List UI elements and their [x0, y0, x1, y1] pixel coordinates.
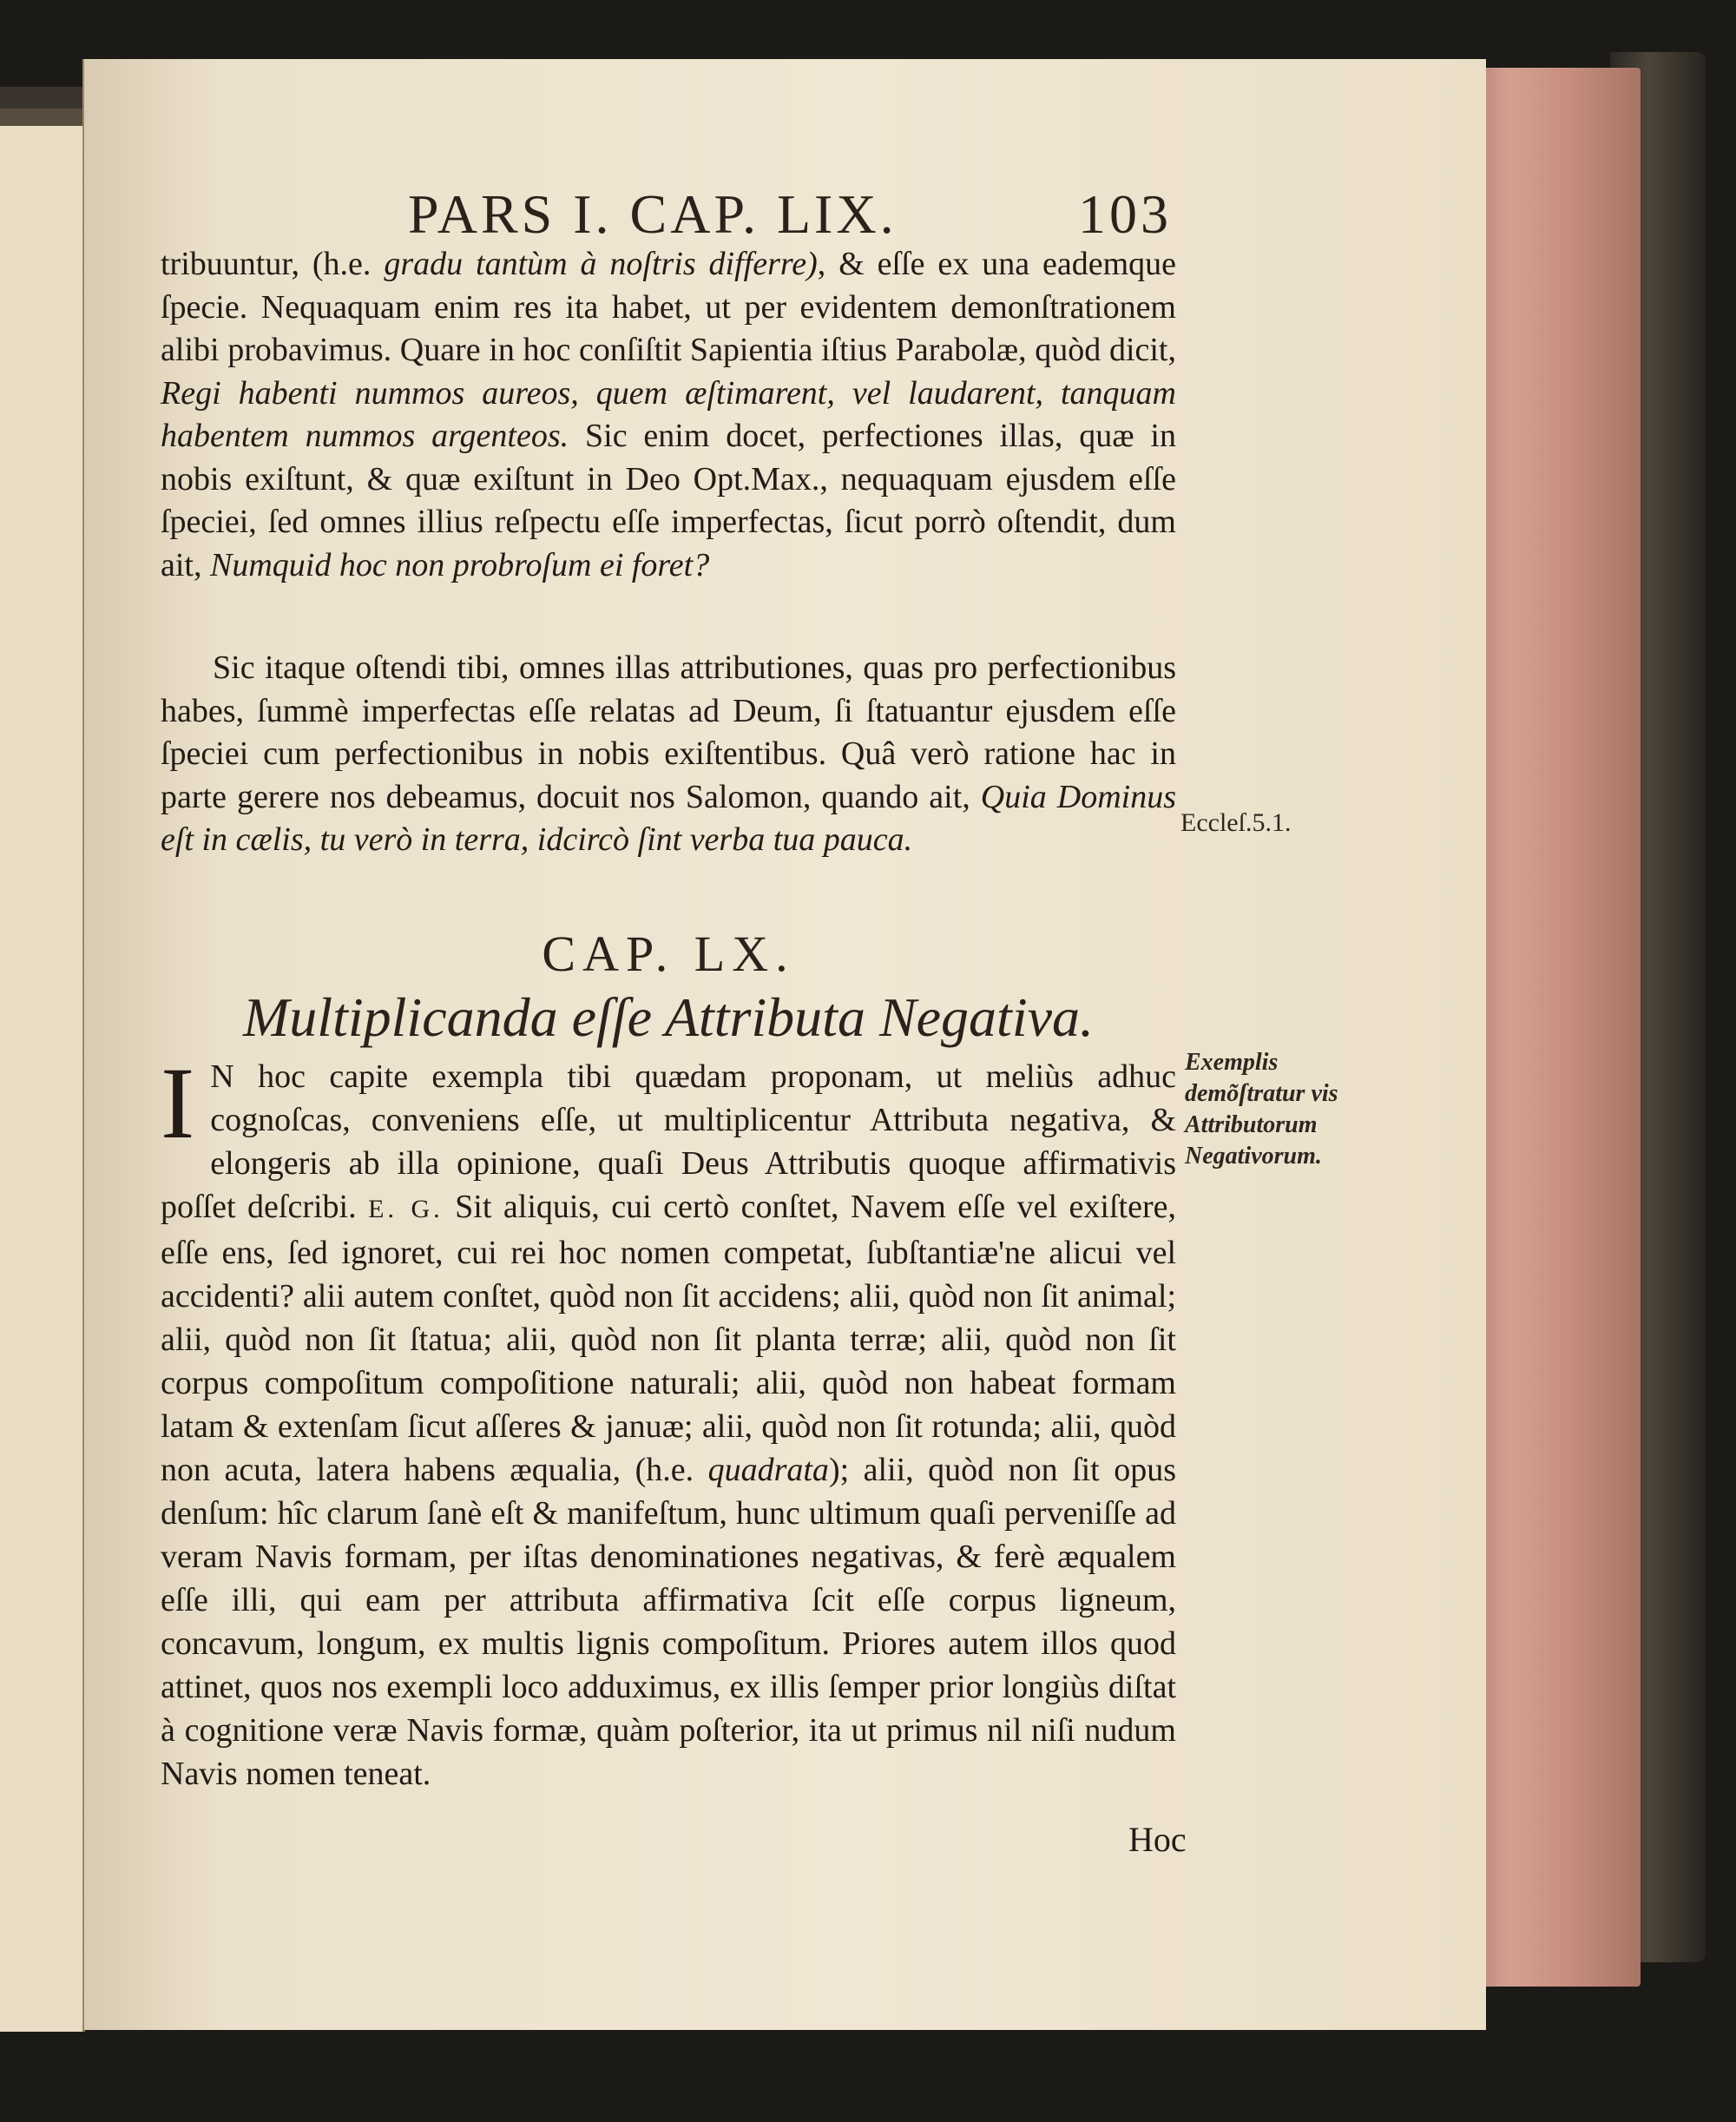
paragraph: [161, 647, 1176, 862]
text-run: Sic itaque oſtendi tibi, omnes illas attributiones, quas pro perfectionibus habes, ſummè imperfectas eſſe relatas ad Deum, ſi ſtatuantur ejusdem eſſe ſpeciei cum perfectionibus in nobis exiſtentibus. Quâ verò ratione hac in parte gerere nos debeamus, docuit nos Salomon, quando ait,: [161, 649, 1176, 815]
text-run: ); alii, quòd non ſit opus denſum: hîc clarum ſanè eſt & manifeſtum, hunc ultimum quaſi perveniſſe ad veram Navis formam, per iſtas denominationes negativas, & ferè æqualem eſſe illi, qui eam per attributa affirmativa ſcit eſſe corpus ligneum, concavum, longum, ex multis lignis compoſitum. Priores autem illos quod attinet, quos nos exempli loco adduximus, ex illis ſemper prior longiùs diſtat à cognitione veræ Navis formæ, quàm poſterior, ita ut primus nil niſi nudum Navis nomen teneat.: [161, 1452, 1176, 1792]
chapter-heading: CAP. LX.: [542, 926, 795, 982]
page-number: 103: [1078, 183, 1172, 245]
text-run: , & eſſe ex una eademque ſpecie. Nequaquam enim res ita habet, ut per evidentem demonſtrationem alibi probavimus. Quare in hoc conſiſtit Sapientia iſtius Parabolæ, quòd dicit,: [161, 246, 1176, 368]
catchword: Hoc: [1128, 1820, 1187, 1859]
text-run: N hoc capite exempla tibi quædam proponam, ut meliùs adhuc cognoſcas, conveniens eſſe, ut multiplicentur Attributa negativa, & elongeris ab illa opinione, quaſi Deus Attributis quoque affirmativis poſſet deſcribi.: [161, 1058, 1176, 1225]
page-edges: [1476, 68, 1641, 1987]
italic-quote: Quia Dominus eſt in cælis, tu verò in terra, idcircò ſint verba tua pauca.: [161, 778, 1176, 858]
chapter-title: Multiplicanda eſſe Attributa Negativa.: [242, 986, 1095, 1048]
drop-cap: I: [161, 1046, 195, 1160]
paragraph: [161, 1046, 1176, 1796]
italic-quote: Regi habenti nummos aureos, quem æſtimarent, vel laudarent, tanquam habentem nummos argenteos.: [161, 374, 1176, 454]
italic-quote: Numquid hoc non probroſum ei foret?: [209, 546, 710, 583]
text-run: Sit aliquis, cui certò conſtet, Navem eſſe vel exiſtere, eſſe ens, ſed ignoret, cui rei hoc nomen competat, ſubſtantiæ'ne alicui vel accidenti? alii autem conſtet, quòd non ſit accidens; alii, quòd non ſit animal; alii, quòd non ſit ſtatua; alii, quòd non ſit planta terræ; alii, quòd non ſit corpus compoſitum compoſitione naturali; alii, quòd non habeat formam latam & extenſam ſicut aſſeres & januæ; alii, quòd non ſit rotunda; alii, quòd non acuta, latera habens æqualia, (h.e.: [161, 1189, 1176, 1488]
abbreviation: E. G.: [368, 1195, 444, 1223]
margin-note-ecclesiastes: Eccleſ.5.1.: [1180, 808, 1292, 837]
margin-note-exemplis: Exemplis demõſtratur vis Attributorum Negativorum.: [1185, 1049, 1338, 1170]
text-run: Sic enim docet, perfectiones illas, quæ in nobis exiſtunt, & quæ exiſtunt in Deo Opt.Max., nequaquam ejusdem eſſe ſpeciei, ſed omnes illius reſpectu eſſe imperfectas, ſicut porrò oſtendit, dum ait,: [161, 418, 1176, 583]
chapter-body: [161, 1046, 1176, 1796]
italic-run: gradu tantùm à noſtris differre): [384, 246, 818, 282]
text-run: tribuuntur, (h.e.: [161, 246, 385, 282]
running-header: [408, 182, 1172, 252]
left-page-edge: [0, 122, 85, 2032]
passage-conclusion: [161, 647, 1176, 862]
passage-continuation: [161, 243, 1176, 587]
paragraph: [161, 243, 1176, 587]
running-title: PARS I. CAP. LIX.: [408, 183, 898, 245]
italic-run: quadrata: [707, 1452, 829, 1488]
